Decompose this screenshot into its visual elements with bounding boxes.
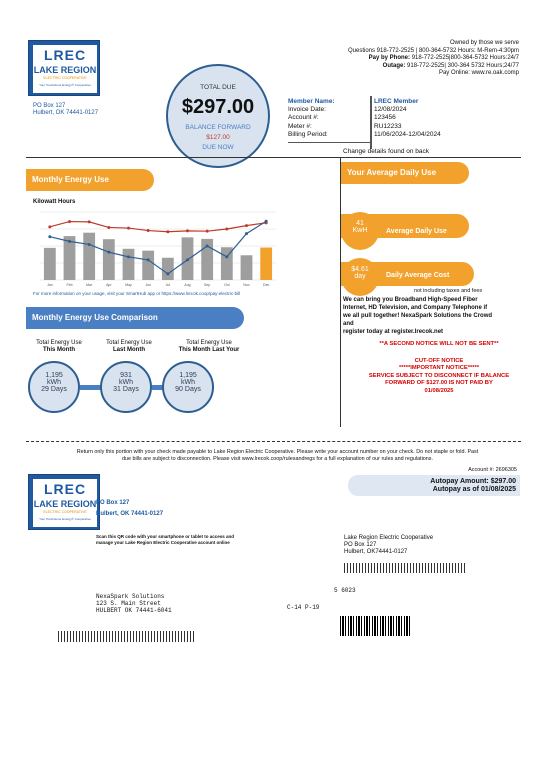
avg-cost-circle: [341, 258, 379, 296]
company-logo: [28, 40, 100, 96]
autopay-date: Autopay as of 01/08/2025: [432, 486, 516, 493]
chart-x-tick-label: Apr: [106, 283, 112, 287]
chart-bar: [241, 255, 253, 280]
cutoff-date: 01/08/2025: [424, 387, 454, 394]
comparison-period-1: Last Month: [113, 347, 145, 353]
promo-line2: Internet, HD Television, and Company Telephone if: [343, 305, 488, 311]
chart-point: [206, 230, 209, 233]
chart-x-tick-label: Aug: [184, 283, 191, 287]
comparison-label-2-text: Total Energy Use: [186, 340, 232, 346]
comparison-period-0: This Month: [43, 347, 75, 353]
chart-point: [88, 220, 91, 223]
promo-line3: we all pull together! NexaSpark Solutions the Crowd: [343, 313, 493, 319]
stub-address: [96, 498, 163, 520]
disconnect-warning: SERVICE SUBJECT TO DISCONNECT IF BALANCE: [368, 372, 510, 379]
member-value-2: 123456: [374, 114, 396, 122]
member-value-1: 12/08/2024: [374, 106, 407, 114]
company-address: [33, 103, 98, 117]
pay-online-line: Pay Online: www.re.oak.comp: [438, 70, 519, 77]
chart-point: [265, 220, 268, 223]
member-values: [374, 98, 441, 139]
balance-warning: FORWARD OF $127.00 IS NOT PAID BY: [385, 380, 493, 387]
member-value-3: RU12233: [374, 122, 402, 130]
autopay-amount: Autopay Amount: $297.00: [430, 478, 516, 485]
remit-postal-barcode: [344, 563, 466, 573]
comparison-kwh-0: 1,195: [45, 372, 63, 379]
questions-line: Questions 918-772-2525 | 800-364-5732 Hours: M-Rem-4:30pm: [348, 47, 519, 54]
chart-x-tick-label: Mar: [86, 283, 93, 287]
promo-line4: and: [343, 321, 354, 327]
tear-line: [26, 441, 521, 442]
cutoff-notice: [341, 358, 537, 395]
chart-x-tick-label: Oct: [224, 283, 230, 287]
stub-logo-letters: LREC: [43, 481, 87, 497]
chart-x-tick-label: Dec: [263, 283, 270, 287]
stub-address-line2: Hulbert, OK 74441-0127: [96, 511, 164, 517]
total-due-amount: $297.00: [181, 96, 255, 118]
chart-bar: [260, 248, 272, 280]
instructions-line2: due bills are subject to disconnection. Please visit www.lrecok.coop/rulesandregs for a full explanation of our rules and regulations.: [121, 456, 434, 462]
chart-point: [48, 235, 51, 238]
address-line1: PO Box 127: [33, 103, 66, 109]
chart-point: [245, 224, 248, 227]
chart-point: [127, 255, 130, 258]
avg-cost-unit: day: [354, 273, 366, 280]
chart-x-tick-label: Nov: [243, 283, 250, 287]
comparison-label-1-text: Total Energy Use: [106, 340, 152, 346]
chart-point: [68, 240, 71, 243]
chart-subtitle: Kilowatt Hours: [33, 199, 76, 205]
chart-point: [186, 229, 189, 232]
stub-account: Account #: 2696305: [468, 467, 517, 473]
promo-line5: register today at register.lrecok.net: [343, 329, 444, 335]
member-label-1: Invoice Date:: [288, 106, 326, 114]
chart-bar: [83, 233, 95, 280]
daily-use-title: Your Average Daily Use: [341, 162, 469, 184]
section-rule: [26, 157, 521, 158]
avg-daily-value: 41: [356, 220, 364, 227]
pay-by-phone-label: Pay by Phone:: [368, 55, 411, 62]
avg-daily-label: Average Daily Use: [386, 228, 447, 235]
comparison-circle-1: [100, 361, 152, 413]
chart-point: [107, 226, 110, 229]
chart-xlabels: [47, 283, 270, 287]
chart-bar: [142, 251, 154, 280]
customer-postal-barcode: [58, 631, 194, 642]
avg-daily-circle: [341, 212, 379, 250]
comparison-kwh-1: 931: [120, 372, 132, 379]
remit-box: PO Box 127: [344, 542, 377, 548]
pay-by-phone-value: 918-772-2525|800-364-5732 Hours:24/7: [411, 55, 519, 62]
member-value-4: 11/06/2024-12/04/2024: [374, 130, 441, 138]
chart-point: [88, 243, 91, 246]
chart-point: [225, 228, 228, 231]
logo-sub: ELECTRIC COOPERATIVE: [43, 76, 87, 80]
stub-logo-sub: ELECTRIC COOPERATIVE: [43, 510, 87, 514]
comparison-days-1: 31 Days: [113, 386, 139, 393]
logo-name: LAKE REGION: [33, 65, 97, 75]
stub-address-line1: PO Box 127: [96, 500, 130, 506]
comparison-days-0: 29 Days: [41, 386, 67, 393]
qr-text-line1: Scan this QR code with your smartphone or tablet to access and: [96, 534, 235, 539]
outage-line: [348, 63, 519, 71]
chart-x-tick-label: Sep: [204, 283, 211, 287]
chart-series-line: [50, 222, 266, 232]
comparison-circle-2: [162, 361, 214, 413]
balance-forward-amount: $127.00: [206, 134, 230, 141]
customer-street: 123 S. Main Street: [96, 600, 161, 608]
stub-code-1: 5 6023: [334, 587, 356, 594]
promo-line1: We can bring you Broadband High-Speed Fiber: [343, 297, 478, 303]
chart-point: [48, 225, 51, 228]
chart-bar: [44, 248, 56, 280]
monthly-use-title: Monthly Energy Use: [26, 169, 154, 191]
important-notice: *****IMPORTANT NOTICE*****: [398, 365, 480, 372]
energy-chart: [32, 208, 282, 288]
chart-bar: [123, 249, 135, 280]
avg-cost-value: $4.61: [351, 266, 369, 273]
logo-letters: LREC: [43, 47, 87, 63]
second-notice: **A SECOND NOTICE WILL NOT BE SENT**: [379, 341, 499, 347]
total-due-circle: [166, 64, 270, 168]
logo-tagline: Your Touchstone Energy® Cooperative: [39, 83, 91, 87]
comparison-period-2: This Month Last Your: [178, 347, 240, 353]
remit-city: Hulbert, OK74441-0127: [344, 549, 408, 555]
due-now-label: DUE NOW: [202, 144, 234, 151]
broadband-promo: [343, 296, 492, 336]
chart-point: [225, 255, 228, 258]
chart-point: [206, 245, 209, 248]
address-line2: Hulbert, OK 74441-0127: [33, 110, 99, 116]
chart-point: [147, 229, 150, 232]
comparison-label-0: [24, 340, 94, 354]
chart-x-tick-label: Jun: [145, 283, 151, 287]
comparison-unit-0: kWh: [47, 379, 61, 386]
chart-point: [186, 258, 189, 261]
comparison-unit-1: kWh: [119, 379, 133, 386]
instructions-line1: Return only this portion with your check made payable to Lake Region Electric Cooperative. Please write your account number on your check. Do not staple or fold. Past: [76, 449, 479, 455]
member-label-0: Member Name:: [288, 98, 335, 105]
member-label-2: Account #:: [288, 114, 319, 122]
chart-point: [68, 220, 71, 223]
autopay-box: [348, 475, 520, 496]
comparison-days-2: 90 Days: [175, 386, 201, 393]
total-due-label: TOTAL DUE: [200, 84, 236, 91]
chart-bar: [103, 239, 115, 280]
cost-note: not including taxes and fees: [414, 288, 483, 294]
customer-name: NexaSpark Solutions: [96, 593, 165, 600]
balance-forward-label: BALANCE FORWARD: [185, 124, 251, 131]
chart-point: [127, 227, 130, 230]
customer-address: [96, 593, 172, 615]
stub-logo-name: LAKE REGION: [33, 499, 97, 509]
comparison-unit-2: kWh: [181, 379, 195, 386]
comparison-label-0-text: Total Energy Use: [36, 340, 82, 346]
avg-cost-label: Daily Average Cost: [386, 272, 450, 279]
chart-x-tick-label: Jan: [47, 283, 53, 287]
payment-barcode: [340, 616, 412, 636]
contact-info: [348, 40, 519, 78]
remit-address: [344, 535, 433, 556]
comparison-label-2: [164, 340, 254, 354]
qr-text-line2: manage your Lake Region Electric Cooperative account online: [96, 540, 230, 545]
comparison-kwh-2: 1,195: [179, 372, 197, 379]
member-rule: [288, 142, 372, 143]
usage-note: For more information on your usage, visit your SmartHub app or https://www.lrecok.coop/pay-electric-bill: [33, 291, 241, 296]
stub-logo-tagline: Your Touchstone Energy® Cooperative: [39, 517, 91, 521]
member-value-0: LREC Member: [374, 98, 419, 105]
cutoff-title: CUT-OFF NOTICE: [414, 358, 464, 364]
owned-by: Owned by those we serve: [449, 40, 519, 46]
chart-x-tick-label: Feb: [66, 283, 73, 287]
avg-daily-unit: KwH: [352, 227, 368, 234]
chart-point: [166, 272, 169, 275]
outage-label: Outage:: [382, 62, 406, 69]
change-note: Change details found on back: [343, 148, 430, 155]
pay-by-phone-line: [348, 55, 519, 63]
stub-code-2: C-14 P-19: [287, 604, 320, 611]
qr-instructions: [96, 534, 234, 546]
member-labels: [288, 98, 335, 139]
member-label-4: Billing Period:: [288, 130, 328, 138]
chart-bars: [44, 233, 272, 280]
chart-x-tick-label: Jul: [165, 283, 171, 287]
stub-instructions: [30, 449, 525, 463]
remit-name: Lake Region Electric Cooperative: [344, 535, 434, 541]
comparison-title: Monthly Energy Use Comparison: [26, 307, 244, 329]
customer-city: HULBERT OK 74441-6041: [96, 607, 172, 615]
chart-bar: [162, 258, 174, 280]
chart-point: [107, 251, 110, 254]
chart-point: [147, 258, 150, 261]
member-label-3: Meter #:: [288, 122, 312, 130]
stub-logo: [28, 474, 100, 530]
chart-lines: [48, 220, 267, 276]
comparison-label-1: [94, 340, 164, 354]
chart-x-tick-label: May: [125, 283, 132, 287]
chart-point: [245, 232, 248, 235]
outage-value: 918-772-2525| 300-364 5732 Hours;24/77: [407, 62, 519, 69]
comparison-circle-0: [28, 361, 80, 413]
chart-point: [166, 230, 169, 233]
